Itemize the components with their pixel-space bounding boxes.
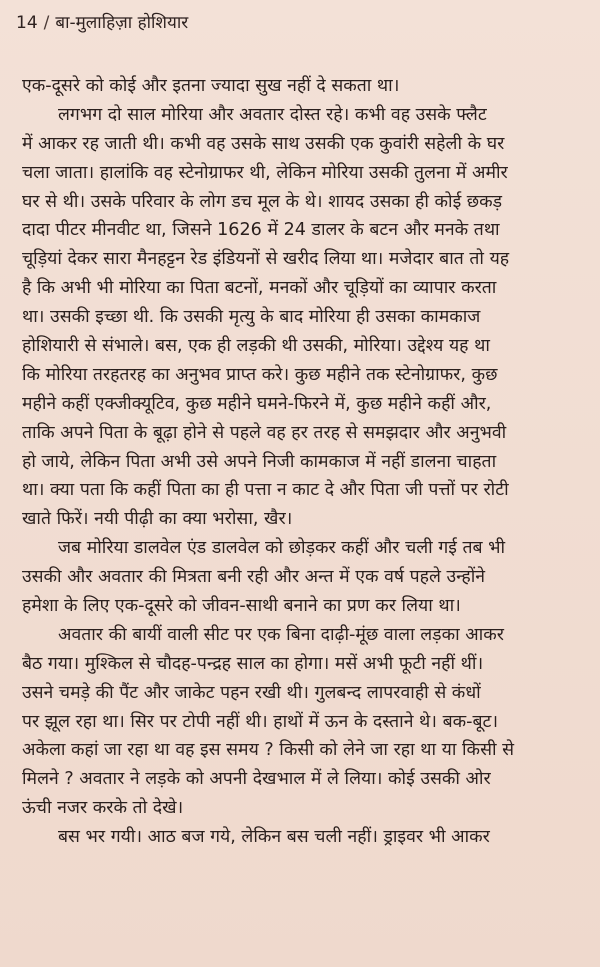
book-title: बा-मुलाहिज़ा होशियार [55, 13, 189, 33]
page-number: 14 [16, 13, 38, 33]
text-line: था। क्या पता कि कहीं पिता का ही पत्ता न काट दे और पिता जी पत्तों पर रोटी [22, 480, 509, 501]
text-line: दादा पीटर मीनवीट था, जिसने 1626 में 24 डालर के बटन और मनके तथा [22, 220, 500, 241]
text-line: चला जाता। हालांकि वह स्टेनोग्राफर थी, लेकिन मोरिया उसकी तुलना में अमीर [22, 162, 508, 183]
text-line: महीने कहीं एक्जीक्यूटिव, कुछ महीने घमने-फिरने में, कुछ महीने कहीं और, [22, 393, 492, 414]
body-text [22, 72, 584, 852]
text-line: बैठ गया। मुश्किल से चौदह-पन्द्रह साल का होगा। मसें अभी फूटी नहीं थीं। [22, 653, 484, 674]
text-line: था। उसकी इच्छा थी. कि उसकी मृत्यु के बाद मोरिया ही उसका कामकाज [22, 307, 481, 328]
text-line: है कि अभी भी मोरिया का पिता बटनों, मनकों और चूड़ियों का व्यापार करता [22, 278, 497, 299]
text-line: उसने चमड़े की पैंट और जाकेट पहन रखी थी। गुलबन्द लापरवाही से कंधों [22, 682, 481, 703]
text-line: अवतार की बायीं वाली सीट पर एक बिना दाढ़ी-मूंछ वाला लड़का आकर [58, 624, 504, 645]
text-line: ऊंची नजर करके तो देखे। [22, 798, 184, 819]
text-line: ताकि अपने पिता के बूढ़ा होने से पहले वह हर तरह से समझदार और अनुभवी [22, 422, 507, 443]
text-line: लगभग दो साल मोरिया और अवतार दोस्त रहे। कभी वह उसके फ्लैट [58, 104, 487, 125]
text-line: होशियारी से संभाले। बस, एक ही लड़की थी उसकी, मोरिया। उद्देश्य यह था [22, 336, 490, 357]
text-line: उसकी और अवतार की मित्रता बनी रही और अन्त में एक वर्ष पहले उन्होंने [22, 567, 486, 588]
text-line: चूड़ियां देकर सारा मैनहट्टन रेड इंडियनों से खरीद लिया था। मजेदार बात तो यह [22, 249, 510, 270]
text-line: अकेला कहां जा रहा था वह इस समय ? किसी को लेने जा रहा था या किसी से [22, 740, 515, 761]
text-line: में आकर रह जाती थी। कभी वह उसके साथ उसकी एक कुवांरी सहेली के घर [22, 133, 505, 154]
text-line: खाते फिरें। नयी पीढ़ी का क्या भरोसा, खैर। [22, 509, 293, 530]
page-header [16, 10, 584, 36]
text-line: एक-दूसरे को कोई और इतना ज्यादा सुख नहीं दे सकता था। [22, 76, 400, 96]
text-line: घर से थी। उसके परिवार के लोग डच मूल के थे। शायद उसका ही कोई छकड़ [22, 191, 503, 212]
text-line: जब मोरिया डालवेल एंड डालवेल को छोड़कर कहीं और चली गई तब भी [58, 538, 506, 559]
text-line: मिलने ? अवतार ने लड़के को अपनी देखभाल में ले लिया। कोई उसकी ओर [22, 769, 491, 790]
text-line: पर झूल रहा था। सिर पर टोपी नहीं थी। हाथों में ऊन के दस्ताने थे। बक-बूट। [22, 711, 499, 732]
header-separator: / [43, 13, 50, 33]
text-line: बस भर गयी। आठ बज गये, लेकिन बस चली नहीं। ड्राइवर भी आकर [58, 827, 490, 848]
text-line: कि मोरिया तरहतरह का अनुभव प्राप्त करे। कुछ महीने तक स्टेनोग्राफर, कुछ [22, 364, 498, 385]
text-line: हो जाये, लेकिन पिता अभी उसे अपने निजी कामकाज में नहीं डालना चाहता [22, 451, 497, 472]
text-line: हमेशा के लिए एक-दूसरे को जीवन-साथी बनाने का प्रण कर लिया था। [22, 596, 461, 617]
